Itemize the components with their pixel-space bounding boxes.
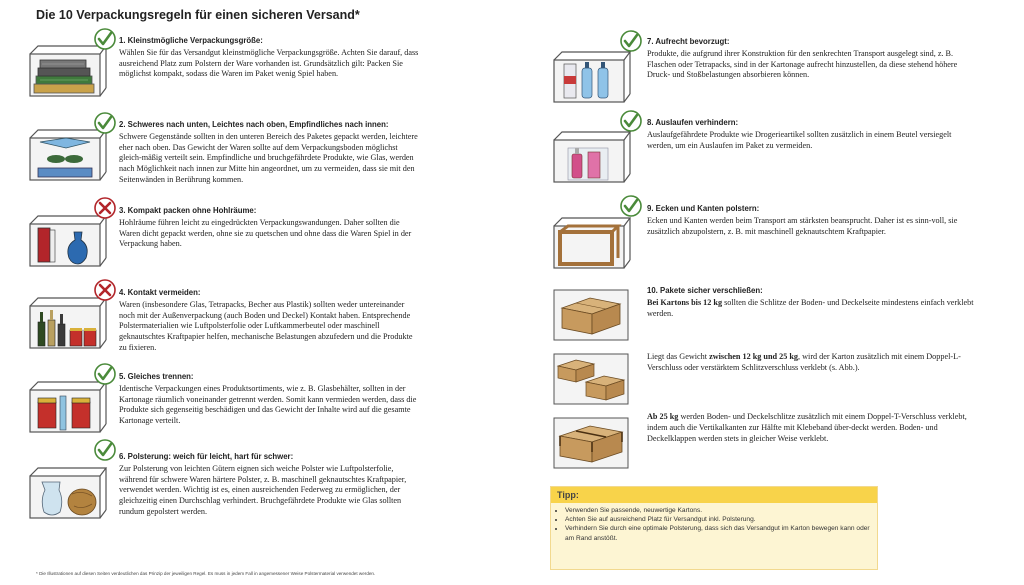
cross-icon bbox=[94, 279, 116, 301]
rule-10-text bbox=[647, 286, 977, 319]
rule-8-illustration bbox=[550, 126, 632, 184]
check-icon bbox=[94, 28, 116, 50]
rule-10-extra-2: Ab 25 kg werden Boden- und Deckelschlitze zusätzlich mit einem Doppel-T-Verschluss verklebt, indem auch die Vertikalkanten zur Hälfte mit Klebeband über-deckt werden. Boden- und Deckelklappen werden stets in gleicher Weise verklebt. bbox=[647, 412, 967, 443]
rule-8-body: Auslaufgefährdete Produkte wie Drogerieartikel sollten zusätzlich in einem Beutel versiegelt werden, um ein Auslaufen im Paket zu vermeiden. bbox=[647, 129, 952, 150]
tip-title: Tipp: bbox=[551, 487, 877, 503]
rule-2-body: Schwere Gegenstände sollten in den unteren Bereich des Paketes gepackt werden, leichtere eher nach oben. Das Gewicht der Waren sollte auf dem Verpackungsboden möglichst gleich-mäßig verteilt sein. Empfindliche und bruchgefährdete Produkte, wie Glas, werden nach Möglichkeit nach innen zur Mitte hin angeordnet, um zu vermeiden, dass sie mit den Seitenwänden in Berührung kommen. bbox=[119, 131, 418, 184]
tip-box bbox=[550, 486, 878, 570]
rule-10-extra-1: Liegt das Gewicht zwischen 12 kg und 25 kg, wird der Karton zusätzlich mit einem Doppel-L-Verschluss oder verstärktem Schlitzverschluss verklebt (s. Abb.). bbox=[647, 352, 961, 372]
rule-8-heading: 8. Auslaufen verhindern: bbox=[647, 118, 739, 127]
check-icon bbox=[94, 112, 116, 134]
rule-6-illustration bbox=[26, 462, 108, 520]
rule-6-text bbox=[119, 452, 419, 518]
rule-1-body: Wählen Sie für das Versandgut kleinstmögliche Verpackungsgröße. Achten Sie darauf, dass ausreichend Platz zum Polstern der Ware vorhanden ist. Grundsätzlich gilt: Packen Sie möglichst kompakt, sodass die Waren im Paket wenig Spiel haben. bbox=[119, 47, 419, 79]
rule-10-illustration bbox=[550, 286, 632, 344]
check-icon bbox=[620, 30, 642, 52]
check-icon bbox=[94, 439, 116, 461]
tip-item: • Verwenden Sie passende, neuwertige Kartons. bbox=[565, 506, 871, 515]
rule-2-text bbox=[119, 120, 419, 186]
rule-1-heading: 1. Kleinstmögliche Verpackungsgröße: bbox=[119, 36, 263, 45]
rule-7-body: Produkte, die aufgrund ihrer Konstruktion für den senkrechten Transport ausgelegt sind, z. B. Flaschen oder Tetrapacks, sind in der Kartonage aufrecht hinzustellen, da diese stehend höhere Druck- und Stoßbelastungen absorbieren können. bbox=[647, 48, 958, 80]
rule-3-body: Hohlräume führen leicht zu eingedrückten Verpackungswandungen. Daher sollten die Waren dicht gepackt werden, ohne sie zu quetschen und ohne dass die Waren Spiel in der Verpackung haben. bbox=[119, 217, 412, 249]
tip-item: • Verhindern Sie durch eine optimale Polsterung, dass sich das Versandgut im Karton bewegen kann oder am Rand anstößt. bbox=[565, 524, 871, 542]
tip-item: • Achten Sie auf ausreichend Platz für Versandgut inkl. Polsterung. bbox=[565, 515, 871, 524]
rule-6-heading: 6. Polsterung: weich für leicht, hart für schwer: bbox=[119, 452, 294, 461]
rule-6-body: Zur Polsterung von leichten Gütern eignen sich weiche Polster wie Luftpolsterfolie, während für schwere Waren härtere Polster, z. B. maschinell geknautschtes Kraftpapier, verwendet werden. Wichtig ist es, einen ausreichenden Federweg zu ermöglichen, der gleichzeitig einen Durchschlag verhindert. Bruchgefährdete Produkte wie Glas sollten rundum gepolstert werden. bbox=[119, 463, 407, 516]
rule-5-text bbox=[119, 372, 419, 427]
rule-8-text bbox=[647, 118, 977, 151]
rule-10-heading: 10. Pakete sicher verschließen: bbox=[647, 286, 763, 295]
rule-2-heading: 2. Schweres nach unten, Leichtes nach oben, Empfindliches nach innen: bbox=[119, 120, 389, 129]
rule-3-text bbox=[119, 206, 419, 250]
rule-7-heading: 7. Aufrecht bevorzugt: bbox=[647, 37, 730, 46]
rule-5-body: Identische Verpackungen eines Produktsortiments, wie z. B. Glasbehälter, sollten in der Kartonage räumlich voneinander getrennt werden. Somit kann vermieden werden, dass die Produkte sich gegenseitig beschädigen und das Gewicht der Inhalte wird auf die gesamte Kartonage verteilt. bbox=[119, 383, 417, 426]
rule-7-illustration bbox=[550, 46, 632, 104]
rule-10-double-l-illustration bbox=[550, 350, 632, 408]
check-icon bbox=[620, 195, 642, 217]
rule-10-body: sollten die Schlitze der Boden- und Deckelseite mindestens einfach verklebt werden. bbox=[647, 297, 974, 318]
rule-7-text bbox=[647, 37, 977, 81]
check-icon bbox=[94, 363, 116, 385]
rule-9-heading: 9. Ecken und Kanten polstern: bbox=[647, 204, 760, 213]
tip-list bbox=[551, 506, 877, 543]
footnote: * Die Illustrationen auf diesen Seiten verdeutlichen das Prinzip der jeweiligen Regel. Es muss in jedem Fall in angemessener Weise Polstermaterial verwendet werden. bbox=[36, 571, 376, 576]
rule-9-illustration bbox=[550, 212, 632, 270]
rule-5-heading: 5. Gleiches trennen: bbox=[119, 372, 194, 381]
check-icon bbox=[620, 110, 642, 132]
rule-10-bold: Bei Kartons bis 12 kg bbox=[647, 297, 723, 307]
rule-4-heading: 4. Kontakt vermeiden: bbox=[119, 288, 201, 297]
cross-icon bbox=[94, 197, 116, 219]
rule-4-text bbox=[119, 288, 419, 354]
rule-9-text bbox=[647, 204, 977, 237]
rule-9-body: Ecken und Kanten werden beim Transport am stärksten beansprucht. Daher ist es sinn-voll, sie zusätzlich abzupolstern, z. B. mit maschinell geknautschtem Kraftpapier. bbox=[647, 215, 958, 236]
rule-1-text bbox=[119, 36, 419, 80]
rule-4-body: Waren (insbesondere Glas, Tetrapacks, Becher aus Plastik) sollten weder untereinander noch mit der Außenverpackung (auch Boden und Deckel) Kontakt haben. Entsprechende Polstermaterialien wie Luftpolsterfolie oder Luftkammerbeutel oder maschinell geknautschtes Kraftpapier helfen, mechanische Belastungen abzufedern und die Produkte zu fixieren. bbox=[119, 299, 413, 352]
rule-3-heading: 3. Kompakt packen ohne Hohlräume: bbox=[119, 206, 257, 215]
rule-10-double-t-illustration bbox=[550, 414, 632, 472]
page-title: Die 10 Verpackungsregeln für einen sicheren Versand* bbox=[36, 8, 360, 22]
